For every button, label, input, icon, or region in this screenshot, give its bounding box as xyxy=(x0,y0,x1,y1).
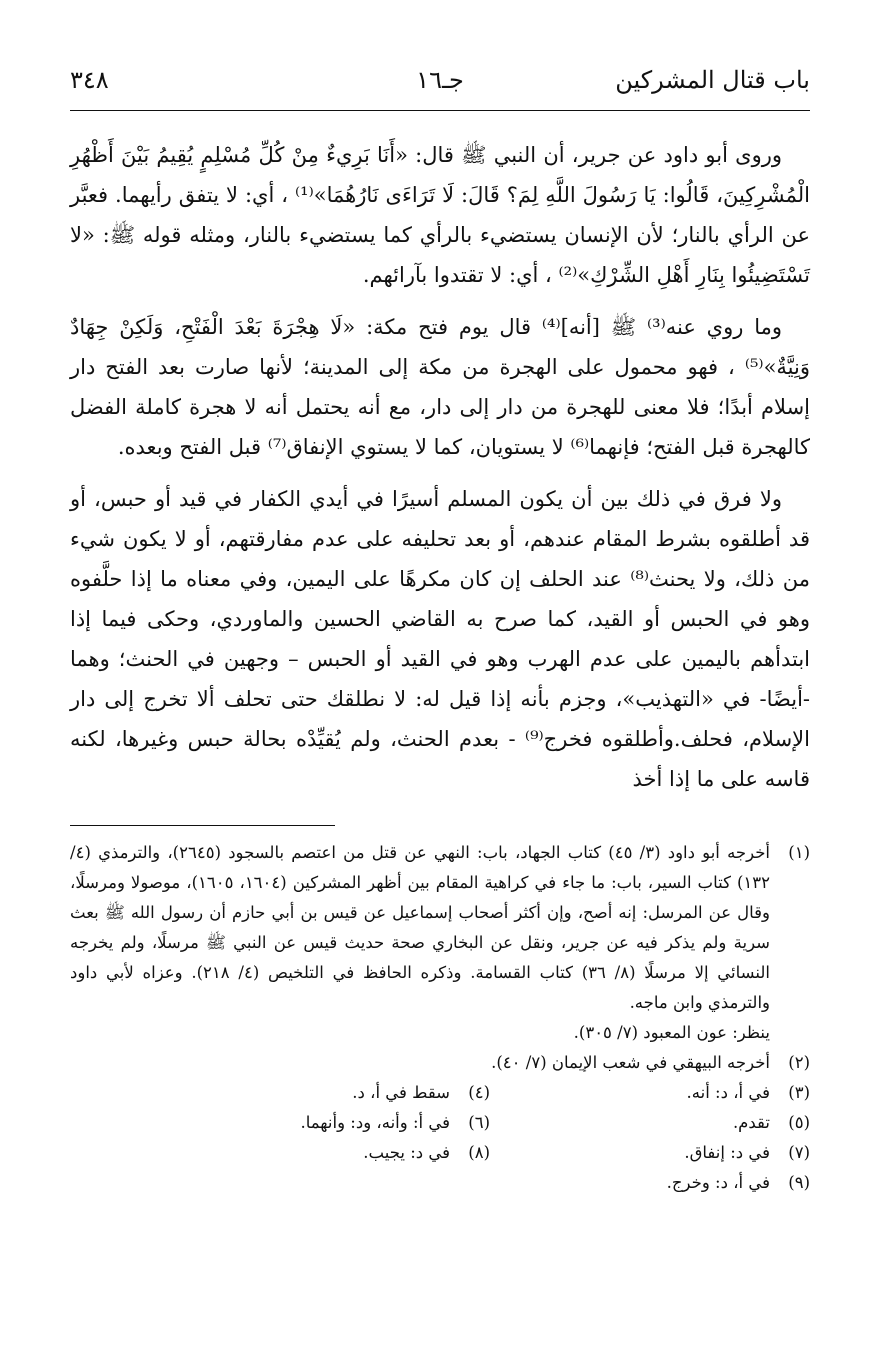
footnote-number: (٧) xyxy=(788,1143,810,1162)
footnote-6 xyxy=(170,1108,490,1138)
footnote-1 xyxy=(70,838,810,1048)
footnote-reference: ينظر: عون المعبود (٧/ ٣٠٥). xyxy=(573,1023,770,1042)
footnote-text: في د: إنفاق. xyxy=(684,1143,770,1162)
footnote-number: (٦) xyxy=(468,1113,490,1132)
footnote-text: أخرجه البيهقي في شعب الإيمان (٧/ ٤٠). xyxy=(491,1053,770,1072)
footnote-text: في أ: وأنه، ود: وأنهما. xyxy=(300,1113,450,1132)
paragraph: وروى أبو داود عن جرير، أن النبي ﷺ قال: «أَنَا بَرِيءٌ مِنْ كُلِّ مُسْلِمٍ يُقِيمُ بَيْنَ أَظْهُرِ الْمُشْرِكِينَ، قَالُوا: يَا رَسُولَ اللَّهِ لِمَ؟ قَالَ: لَا تَرَاءَى نَارُهُمَا»⁽¹⁾ ، أي: لا يتفق رأيهما. فعبَّر عن الرأي بالنار؛ لأن الإنسان يستضيء بالرأي كما يستضيء بالنار، ومثله قوله ﷺ: «لا تَسْتَضِيئُوا بِنَارِ أَهْلِ الشِّرْكِ»⁽²⁾ ، أي: لا تقتدوا بآرائهم. xyxy=(70,143,810,287)
footnote-8 xyxy=(170,1138,490,1168)
footnote-3 xyxy=(490,1078,810,1108)
footnote-row xyxy=(70,1138,810,1168)
header-divider xyxy=(70,110,810,111)
footnote-number: (٢) xyxy=(788,1053,810,1072)
footnote-number: (٤) xyxy=(468,1083,490,1102)
chapter-title: باب قتال المشركين xyxy=(615,66,810,94)
page-number: ٣٤٨ xyxy=(70,66,109,94)
footnotes xyxy=(70,838,810,1198)
footnote-text: في أ، د: أنه. xyxy=(686,1083,770,1102)
volume-number: جـ١٦ xyxy=(416,66,464,94)
footnote-text: سقط في أ، د. xyxy=(352,1083,450,1102)
footnote-4 xyxy=(170,1078,490,1108)
footnote-text: في أ، د: وخرج. xyxy=(666,1173,770,1192)
footnote-number: (٨) xyxy=(468,1143,490,1162)
running-header xyxy=(70,62,810,102)
paragraph: وما روي عنه⁽³⁾ ﷺ [أنه]⁽⁴⁾ قال يوم فتح مكة: «لَا هِجْرَةَ بَعْدَ الْفَتْحِ، وَلَكِنْ جِهَادٌ وَنِيَّةٌ»⁽⁵⁾ ، فهو محمول على الهجرة من مكة إلى المدينة؛ لأنها صارت بعد الفتح دار إسلام أبدًا؛ فلا معنى للهجرة من دار إلى دار، مع أنه يحتمل أنه لا هجرة كاملة الفضل كالهجرة قبل الفتح؛ فإنهما⁽⁶⁾ لا يستويان، كما لا يستوي الإنفاق⁽⁷⁾ قبل الفتح وبعده. xyxy=(70,315,810,459)
footnote-text: أخرجه أبو داود (٣/ ٤٥) كتاب الجهاد، باب: النهي عن قتل من اعتصم بالسجود (٢٦٤٥)، والترمذي (٤/ ١٣٢) كتاب السير، باب: ما جاء في كراهية المقام بين أظهر المشركين (١٦٠٤، ١٦٠٥)، موصولا ومرسلًا، وقال عن المرسل: إنه أصح، وإن أكثر أصحاب إسماعيل عن قيس بن أبي حازم أن رسول الله ﷺ بعث سرية ولم يذكر فيه عن جرير، ونقل عن البخاري صحة حديث قيس عن النبي ﷺ مرسلًا، ولم يخرجه النسائي إلا مرسلًا (٨/ ٣٦) كتاب القسامة. وذكره الحافظ في التلخيص (٤/ ٢١٨). وعزاه لأبي داود والترمذي وابن ماجه. xyxy=(70,843,771,1012)
footnote-number: (١) xyxy=(788,843,810,862)
paragraph: ولا فرق في ذلك بين أن يكون المسلم أسيرًا في أيدي الكفار في قيد أو حبس، أو قد أطلقوه بشرط المقام عندهم، أو بعد تحليفه على عدم مفارقتهم، أو لا يكون شيء من ذلك، ولا يحنث⁽⁸⁾ عند الحلف إن كان مكرهًا على اليمين، وفي معناه ما إذا حلَّفوه وهو في الحبس أو القيد، كما صرح به القاضي الحسين والماوردي، وحكى فيما إذا ابتدأهم باليمين على عدم الهرب وهو في القيد أو الحبس – وجهين في الحنث؛ وهما -أيضًا- في «التهذيب»، وجزم بأنه إذا قيل له: لا نطلقك حتى تحلف ألا تخرج إلى دار الإسلام، فحلف.وأطلقوه فخرج⁽⁹⁾ - بعدم الحنث، ولم يُقيِّدْه بحالة حبس وغيرها، لكنه قاسه على ما إذا أخذ xyxy=(70,487,810,791)
footnote-2 xyxy=(70,1048,810,1078)
footnote-number: (٩) xyxy=(788,1173,810,1192)
main-text xyxy=(70,135,810,799)
footnote-text: تقدم. xyxy=(732,1113,770,1132)
footnote-9 xyxy=(70,1168,810,1198)
footnote-separator xyxy=(70,825,335,826)
footnote-row xyxy=(70,1078,810,1108)
footnote-number: (٥) xyxy=(788,1113,810,1132)
footnote-7 xyxy=(490,1138,810,1168)
footnote-5 xyxy=(490,1108,810,1138)
footnote-row xyxy=(70,1108,810,1138)
footnote-text: في د: يجيب. xyxy=(363,1143,450,1162)
book-page xyxy=(70,62,810,1198)
footnote-number: (٣) xyxy=(788,1083,810,1102)
